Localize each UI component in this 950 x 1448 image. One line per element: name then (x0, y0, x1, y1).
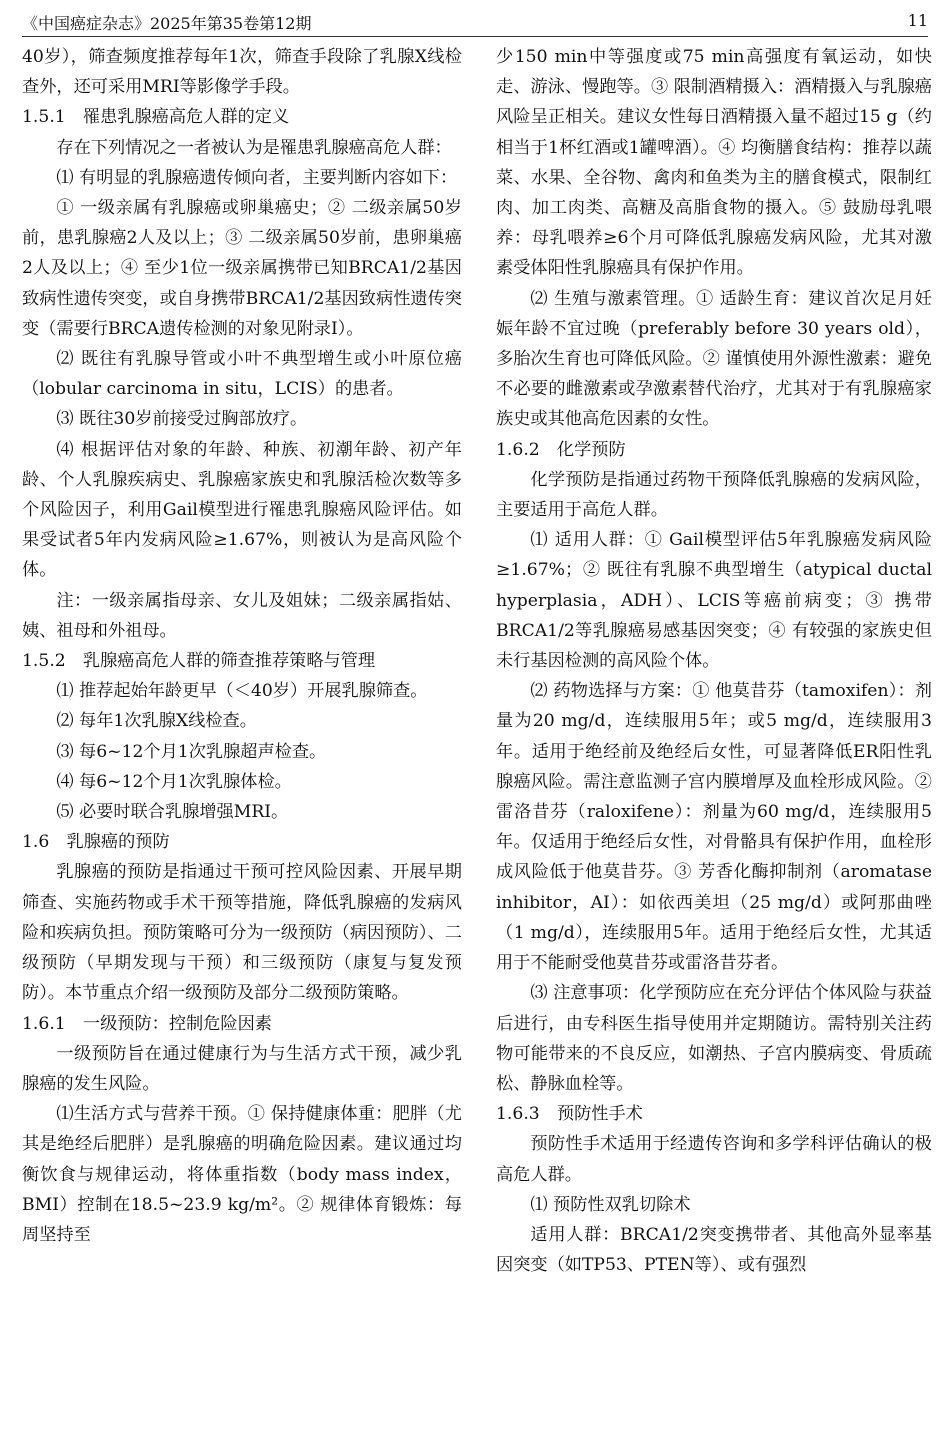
paragraph: 注：一级亲属指母亲、女儿及姐妹；二级亲属指姑、姨、祖母和外祖母。 (22, 590, 462, 641)
paragraph: ⑸ 必要时联合乳腺增强MRI。 (56, 802, 289, 823)
paragraph: ① 一级亲属有乳腺癌或卵巢癌史；② 二级亲属50岁前，患乳腺癌2人及以上；③ 二级亲属50岁前，患卵巢癌2人及以上；④ 至少1位一级亲属携带已知BRCA1/2基因致病性遗传突变，或自身携带BRCA1/2基因致病性遗传突变（需要行BRCA遗传检测的对象见附录Ⅰ）。 (22, 198, 462, 339)
paragraph: 适用人群：BRCA1/2突变携带者、其他高外显率基因突变（如TP53、PTEN等）、或有强烈 (496, 1224, 932, 1276)
paragraph: ⑵ 既往有乳腺导管或小叶不典型增生或小叶原位癌（lobular carcinoma in situ，LCIS）的患者。 (22, 349, 462, 400)
paragraph: 化学预防是指通过药物干预降低乳腺癌的发病风险，主要适用于高危人群。 (496, 469, 932, 521)
section-heading: 1.6.1 一级预防：控制危险因素 (22, 1013, 272, 1034)
section-heading: 1.6.3 预防性手术 (496, 1104, 643, 1125)
right-column (496, 42, 932, 1280)
section-heading: 1.5.2 乳腺癌高危人群的筛查推荐策略与管理 (22, 651, 376, 672)
paragraph-continued: 少150 min中等强度或75 min高强度有氧运动，如快走、游泳、慢跑等。③ 限制酒精摄入：酒精摄入与乳腺癌风险呈正相关。建议女性每日酒精摄入量不超过15 g（约相当于1杯红酒或1罐啤酒）。④ 均衡膳食结构：推荐以蔬菜、水果、全谷物、禽肉和鱼类为主的膳食模式，限制红肉、加工肉类、高糖及高脂食物的摄入。⑤ 鼓励母乳喂养：母乳喂养≥6个月可降低乳腺癌发病风险，尤其对激素受体阳性乳腺癌具有保护作用。 (496, 47, 932, 279)
paragraph: 乳腺癌的预防是指通过干预可控风险因素、开展早期筛查、实施药物或手术干预等措施，降低乳腺癌的发病风险和疾病负担。预防策略可分为一级预防（病因预防）、二级预防（早期发现与干预）和三级预防（康复与复发预防）。本节重点介绍一级预防及部分二级预防策略。 (22, 862, 462, 1004)
paragraph: ⑷ 根据评估对象的年龄、种族、初潮年龄、初产年龄、个人乳腺疾病史、乳腺癌家族史和乳腺活检次数等多个风险因子，利用Gail模型进行罹患乳腺癌风险评估。如果受试者5年内发病风险≥1.67%，则被认为是高风险个体。 (22, 439, 462, 581)
paragraph: 一级预防旨在通过健康行为与生活方式干预，减少乳腺癌的发生风险。 (22, 1043, 462, 1094)
paragraph-continued: 40岁），筛查频度推荐每年1次，筛查手段除了乳腺X线检查外，还可采用MRI等影像学手段。 (22, 47, 462, 98)
paragraph: 预防性手术适用于经遗传咨询和多学科评估确认的极高危人群。 (496, 1134, 932, 1185)
paragraph: 存在下列情况之一者被认为是罹患乳腺癌高危人群： (56, 137, 452, 158)
running-header (22, 6, 928, 37)
paragraph: ⑶ 每6~12个月1次乳腺超声检查。 (56, 741, 327, 762)
paragraph: ⑴ 推荐起始年龄更早（＜40岁）开展乳腺筛查。 (56, 681, 428, 702)
paragraph: ⑵ 药物选择与方案：① 他莫昔芬（tamoxifen）：剂量为20 mg/d，连续服用5年；或5 mg/d，连续服用3年。适用于绝经前及绝经后女性，可显著降低ER阳性乳腺癌风险。需注意监测子宫内膜增厚及血栓形成风险。② 雷洛昔芬（raloxifene）：剂量为60 mg/d，连续服用5年。仅适用于绝经后女性，对骨骼具有保护作用，血栓形成风险低于他莫昔芬。③ 芳香化酶抑制剂（aromatase inhibitor，AI）：如依西美坦（25 mg/d）或阿那曲唑（1 mg/d），连续服用5年。适用于绝经后女性，尤其适用于不能耐受他莫昔芬或雷洛昔芬者。 (496, 681, 932, 974)
paragraph: ⑴ 预防性双乳切除术 (530, 1194, 691, 1215)
paragraph: ⑴ 有明显的乳腺癌遗传倾向者，主要判断内容如下： (56, 167, 458, 188)
journal-title: 《中国癌症杂志》2025年第35卷第12期 (22, 14, 312, 33)
paragraph: ⑴ 适用人群：① Gail模型评估5年乳腺癌发病风险≥1.67%；② 既往有乳腺不典型增生（atypical ductal hyperplasia，ADH）、LCIS等癌前病变；③ 携带BRCA1/2等乳腺癌易感基因突变；④ 有较强的家族史但未行基因检测的高风险个体。 (496, 530, 932, 672)
paragraph: ⑵ 每年1次乳腺X线检查。 (56, 711, 257, 732)
section-heading: 1.6 乳腺癌的预防 (22, 832, 170, 853)
page-number: 11 (907, 11, 928, 30)
left-column (22, 42, 462, 1250)
paragraph: ⑶ 既往30岁前接受过胸部放疗。 (56, 409, 308, 430)
paragraph: ⑷ 每6~12个月1次乳腺体检。 (56, 771, 292, 792)
section-heading: 1.5.1 罹患乳腺癌高危人群的定义 (22, 107, 290, 128)
paragraph: ⑶ 注意事项：化学预防应在充分评估个体风险与获益后进行，由专科医生指导使用并定期随访。需特别关注药物可能带来的不良反应，如潮热、子宫内膜病变、骨质疏松、静脉血栓等。 (496, 983, 932, 1094)
paragraph: ⑵ 生殖与激素管理。① 适龄生育：建议首次足月妊娠年龄不宜过晚（preferably before 30 years old），多胎次生育也可降低风险。② 谨慎使用外源性激素：避免不必要的雌激素或孕激素替代治疗，尤其对于有乳腺癌家族史或其他高危因素的女性。 (496, 288, 932, 430)
section-heading: 1.6.2 化学预防 (496, 439, 626, 460)
paragraph: ⑴生活方式与营养干预。① 保持健康体重：肥胖（尤其是绝经后肥胖）是乳腺癌的明确危险因素。建议通过均衡饮食与规律运动，将体重指数（body mass index，BMI）控制在18.5~23.9 kg/m²。② 规律体育锻炼：每周坚持至 (22, 1104, 462, 1245)
